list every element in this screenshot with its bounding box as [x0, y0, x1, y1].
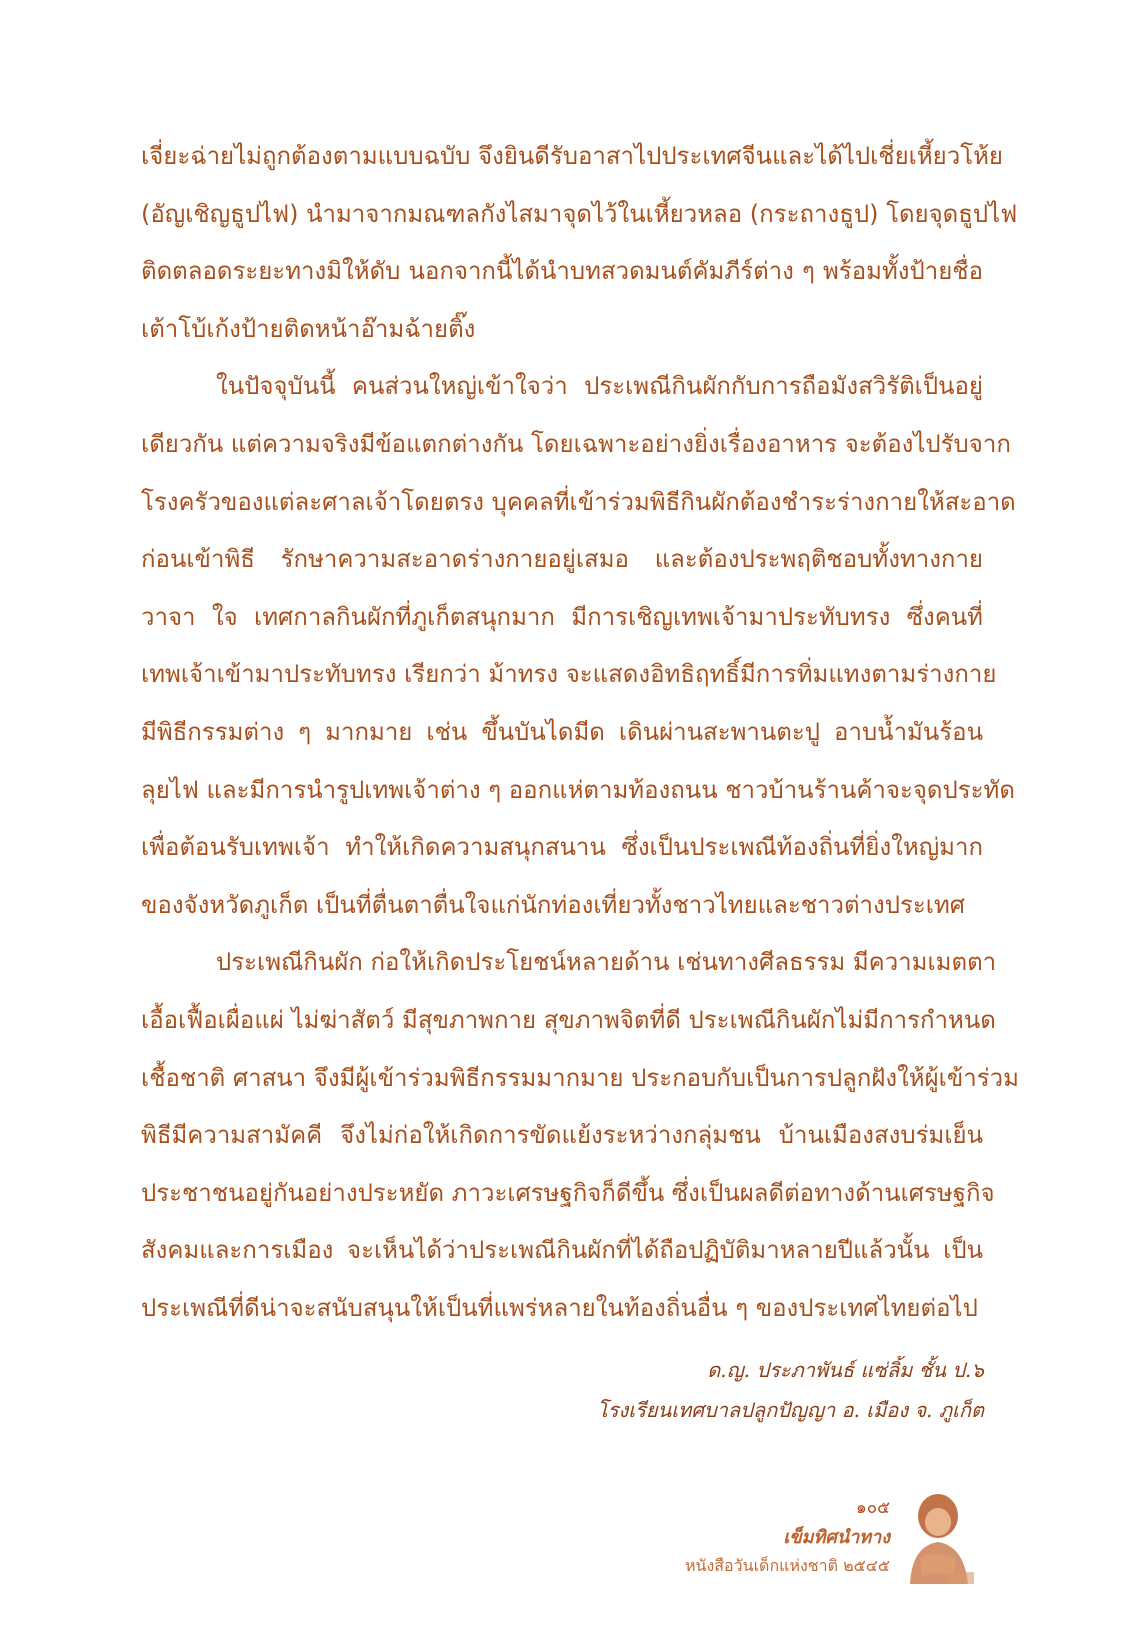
- body-text: [141, 128, 1019, 1337]
- text-line: พิธีมีความสามัคคี จึงไม่ก่อให้เกิดการขัดแย้งระหว่างกลุ่มชน บ้านเมืองสงบร่มเย็น: [141, 1121, 983, 1150]
- text-line: ประเพณีที่ดีน่าจะสนับสนุนให้เป็นที่แพร่หลายในท้องถิ่นอื่น ๆ ของประเทศไทยต่อไป: [141, 1293, 978, 1322]
- text-line: เชื้อชาติ ศาสนา จึงมีผู้เข้าร่วมพิธีกรรมมากมาย ประกอบกับเป็นการปลูกฝังให้ผู้เข้าร่วม: [141, 1063, 1019, 1092]
- text-line: ติดตลอดระยะทางมิให้ดับ นอกจากนี้ได้นำบทสวดมนต์คัมภีร์ต่าง ๆ พร้อมทั้งป้ายชื่อ: [141, 257, 983, 286]
- page-number: ๑๐๕: [855, 1498, 890, 1518]
- paragraph-start-line: ประเพณีกินผัก ก่อให้เกิดประโยชน์หลายด้าน เช่นทางศีลธรรม มีความเมตตา: [216, 948, 997, 977]
- author-name: ด.ญ. ประภาพันธ์ แซ่ลิ้ม ชั้น ป.๖: [707, 1358, 984, 1382]
- text-line: เทพเจ้าเข้ามาประทับทรง เรียกว่า ม้าทรง จะแสดงอิทธิฤทธิ์มีการทิ่มแทงตามร่างกาย: [141, 660, 997, 689]
- text-line: เจี่ยะฉ่ายไม่ถูกต้องตามแบบฉบับ จึงยินดีรับอาสาไปประเทศจีนและได้ไปเชี่ยเหี้ยวโห้ย: [141, 142, 1003, 170]
- text-line: เอื้อเฟื้อเผื่อแผ่ ไม่ฆ่าสัตว์ มีสุขภาพกาย สุขภาพจิตที่ดี ประเพณีกินผักไม่มีการกำหนด: [141, 1005, 996, 1034]
- signature-block: [597, 1350, 984, 1430]
- text-line: ประชาชนอยู่กันอย่างประหยัด ภาวะเศรษฐกิจก็ดีขึ้น ซึ่งเป็นผลดีต่อทางด้านเศรษฐกิจ: [141, 1178, 995, 1207]
- text-line: ของจังหวัดภูเก็ต เป็นที่ตื่นตาตื่นใจแก่นักท่องเที่ยวทั้งชาวไทยและชาวต่างประเทศ: [141, 890, 966, 919]
- text-line: สังคมและการเมือง จะเห็นได้ว่าประเพณีกินผักที่ได้ถือปฏิบัติมาหลายปีแล้วนั้น เป็น: [141, 1236, 983, 1265]
- text-line: มีพิธีกรรมต่าง ๆ มากมาย เช่น ขึ้นบันไดมีด เดินผ่านสะพานตะปู อาบน้ำมันร้อน: [141, 717, 983, 746]
- book-logo: เข็มทิศนำทาง: [783, 1527, 890, 1548]
- text-line: เต้าโบ้เก้งป้ายติดหน้าอ๊ามฉ้ายติ๊ง: [141, 314, 476, 343]
- text-line: ก่อนเข้าพิธี รักษาความสะอาดร่างกายอยู่เสมอ และต้องประพฤติชอบทั้งทางกาย: [141, 545, 983, 574]
- text-line: เดียวกัน แต่ความจริงมีข้อแตกต่างกัน โดยเฉพาะอย่างยิ่งเรื่องอาหาร จะต้องไปรับจาก: [141, 429, 1011, 458]
- text-line: โรงครัวของแต่ละศาลเจ้าโดยตรง บุคคลที่เข้าร่วมพิธีกินผักต้องชำระร่างกายให้สะอาด: [141, 487, 1016, 516]
- child-figure-icon: [890, 1488, 980, 1588]
- school-name: โรงเรียนเทศบาลปลูกปัญญา อ. เมือง จ. ภูเก็ต: [597, 1398, 984, 1422]
- book-subtitle: หนังสือวันเด็กแห่งชาติ ๒๕๔๕: [684, 1556, 890, 1575]
- text-line: (อัญเชิญธูปไฟ) นำมาจากมณฑลกังไสมาจุดไว้ในเหี้ยวหลอ (กระถางธูป) โดยจุดธูปไฟ: [141, 199, 1018, 228]
- text-line: เพื่อต้อนรับเทพเจ้า ทำให้เกิดความสนุกสนาน ซึ่งเป็นประเพณีท้องถิ่นที่ยิ่งใหญ่มาก: [141, 833, 983, 862]
- footer: [640, 1488, 980, 1608]
- text-line: วาจา ใจ เทศกาลกินผักที่ภูเก็ตสนุกมาก มีการเชิญเทพเจ้ามาประทับทรง ซึ่งคนที่: [141, 602, 983, 631]
- paragraph-start-line: ในปัจจุบันนี้ คนส่วนใหญ่เข้าใจว่า ประเพณีกินผักกับการถือมังสวิรัติเป็นอยู่: [216, 372, 983, 401]
- text-line: ลุยไฟ และมีการนำรูปเทพเจ้าต่าง ๆ ออกแห่ตามท้องถนน ชาวบ้านร้านค้าจะจุดประทัด: [141, 775, 1015, 804]
